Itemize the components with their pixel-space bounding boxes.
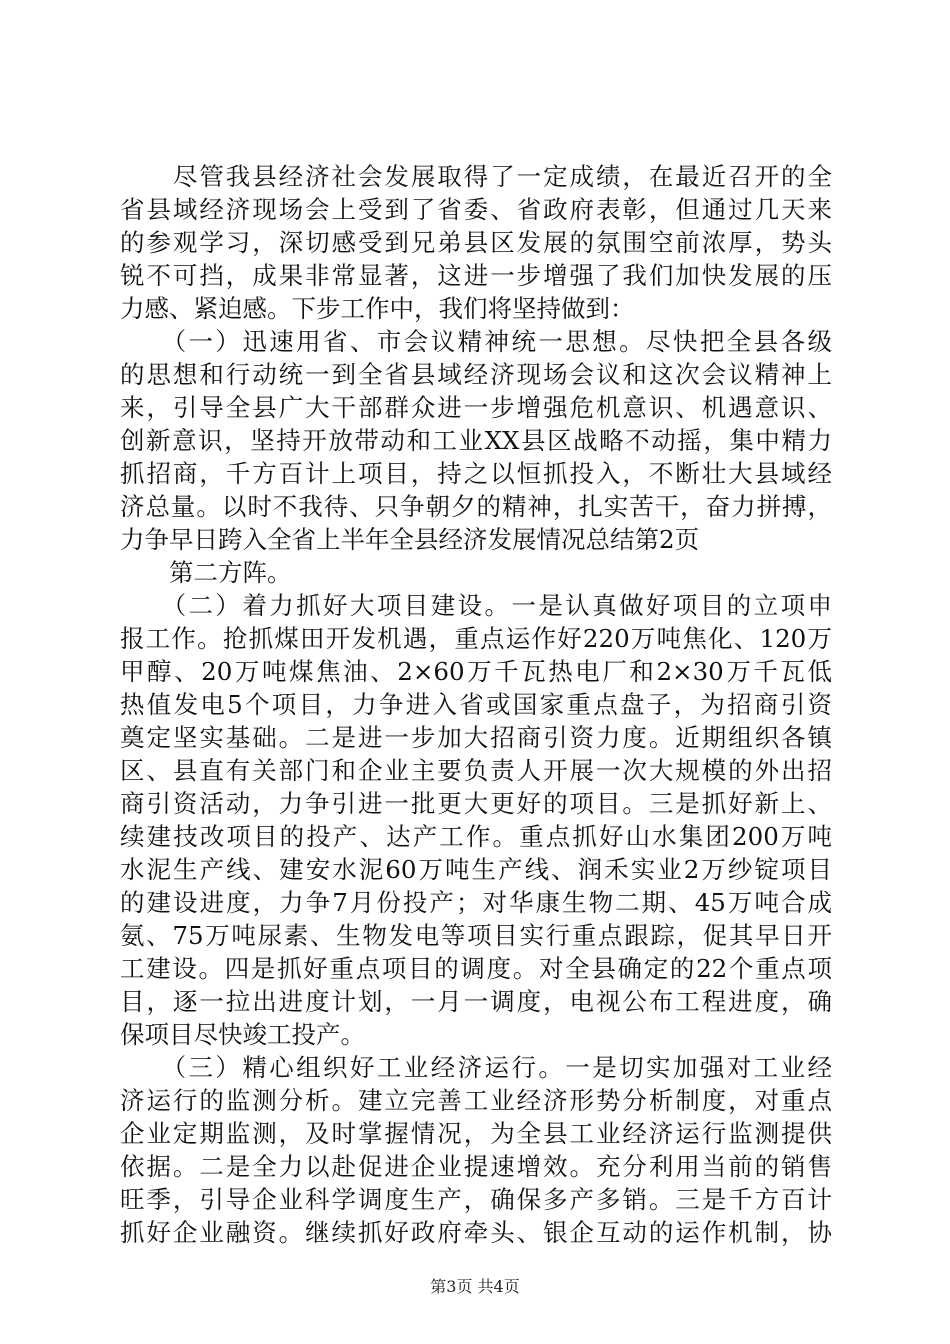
text-line: 奠定坚实基础。二是进一步加大招商引资力度。近期组织各镇 — [120, 723, 832, 752]
text-line: 济运行的监测分析。建立完善工业经济形势分析制度，对重点 — [120, 1086, 832, 1115]
document-body — [120, 160, 832, 1249]
text-line: 的思想和行动统一到全省县域经济现场会议和这次会议精神上 — [120, 360, 832, 389]
text-line: 抓好企业融资。继续抓好政府牵头、银企互动的运作机制，协 — [120, 1218, 832, 1247]
text-line: 甲醇、20万吨煤焦油、2×60万千瓦热电厂和2×30万千瓦低 — [120, 657, 832, 686]
text-line: 济总量。以时不我待、只争朝夕的精神，扎实苦干，奋力拼搏， — [120, 492, 832, 521]
text-line: 保项目尽快竣工投产。 — [120, 1020, 365, 1049]
text-line: 氨、75万吨尿素、生物发电等项目实行重点跟踪，促其早日开 — [120, 921, 832, 950]
text-line: 省县域经济现场会上受到了省委、省政府表彰，但通过几天来 — [120, 195, 832, 224]
text-line: 区、县直有关部门和企业主要负责人开展一次大规模的外出招 — [120, 756, 832, 785]
text-line: （二）着力抓好大项目建设。一是认真做好项目的立项申 — [120, 591, 832, 620]
page-footer: 第3页 共4页 — [430, 1277, 520, 1296]
text-line: 的参观学习，深切感受到兄弟县区发展的氛围空前浓厚，势头 — [120, 228, 832, 257]
text-line: 抓招商，千方百计上项目，持之以恒抓投入，不断壮大县域经 — [120, 459, 832, 488]
text-line: 工建设。四是抓好重点项目的调度。对全县确定的22个重点项 — [120, 954, 832, 983]
text-line: （三）精心组织好工业经济运行。一是切实加强对工业经 — [120, 1053, 832, 1082]
text-line: 热值发电5个项目，力争进入省或国家重点盘子，为招商引资 — [120, 690, 832, 719]
text-line: 旺季，引导企业科学调度生产，确保多产多销。三是千方百计 — [120, 1185, 832, 1214]
text-line: 力争早日跨入全省上半年全县经济发展情况总结第2页 — [120, 525, 700, 554]
text-line: （一）迅速用省、市会议精神统一思想。尽快把全县各级 — [120, 327, 832, 356]
text-line: 续建技改项目的投产、达产工作。重点抓好山水集团200万吨 — [120, 822, 832, 851]
text-line: 商引资活动，力争引进一批更大更好的项目。三是抓好新上、 — [120, 789, 832, 818]
text-line: 报工作。抢抓煤田开发机遇，重点运作好220万吨焦化、120万 — [120, 624, 832, 653]
text-line: 尽管我县经济社会发展取得了一定成绩，在最近召开的全 — [120, 162, 832, 191]
text-line: 锐不可挡，成果非常显著，这进一步增强了我们加快发展的压 — [120, 261, 832, 290]
text-line: 力感、紧迫感。下步工作中，我们将坚持做到： — [120, 294, 635, 323]
text-line: 企业定期监测，及时掌握情况，为全县工业经济运行监测提供 — [120, 1119, 832, 1148]
text-line: 来，引导全县广大干部群众进一步增强危机意识、机遇意识、 — [120, 393, 832, 422]
text-line: 目，逐一拉出进度计划，一月一调度，电视公布工程进度，确 — [120, 987, 832, 1016]
text-line: 的建设进度，力争7月份投产；对华康生物二期、45万吨合成 — [120, 888, 832, 917]
text-line: 依据。二是全力以赴促进企业提速增效。充分利用当前的销售 — [120, 1152, 832, 1181]
text-line: 水泥生产线、建安水泥60万吨生产线、润禾实业2万纱锭项目 — [120, 855, 832, 884]
text-line: 第二方阵。 — [120, 558, 292, 587]
text-line: 创新意识，坚持开放带动和工业XX县区战略不动摇，集中精力 — [120, 426, 832, 455]
